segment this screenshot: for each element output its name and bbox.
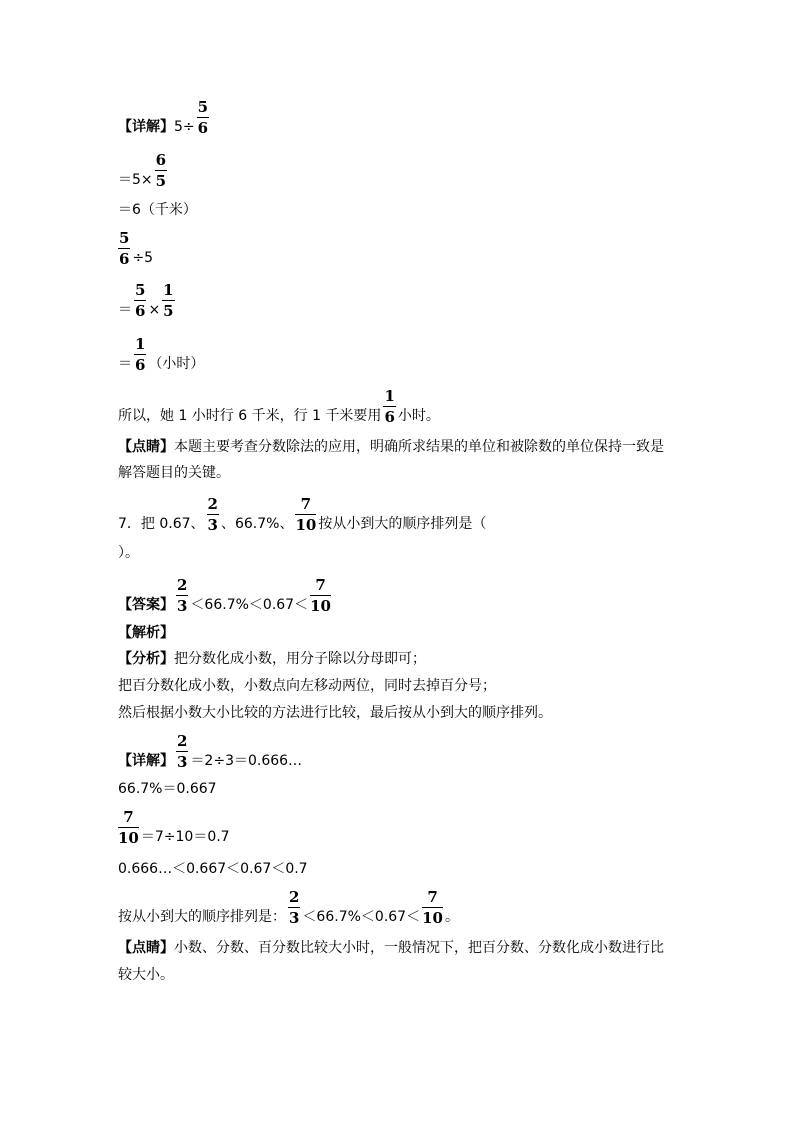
detail7-line-3	[118, 809, 230, 846]
question-7-line-2: ）。	[118, 545, 139, 561]
analyze-line-3: 然后根据小数大小比较的方法进行比较，最后按从小到大的顺序排列。	[118, 705, 552, 721]
detail-line-4	[118, 230, 153, 267]
analysis-label: 【解析】	[118, 625, 174, 641]
analyze-line-1	[118, 650, 426, 668]
fraction: $\frac{2}{3}$	[289, 888, 300, 927]
detail-label: 【详解】	[118, 119, 174, 135]
expr-text: （小时）	[148, 356, 205, 372]
expr-text: 5÷	[174, 119, 195, 135]
detail7-line-5	[118, 889, 459, 926]
analyze-label: 【分析】	[118, 651, 174, 667]
analyze-text: 把分数化成小数，用分子除以分母即可；	[174, 651, 426, 667]
fraction: $\frac{7}{10}$	[118, 808, 139, 847]
comment7-line-1	[118, 939, 664, 957]
fraction: $\frac{1}{6}$	[384, 387, 395, 426]
expr-text: 按从小到大的顺序排列是：	[118, 909, 286, 925]
analyze-line-2: 把百分数化成小数，小数点向左移动两位，同时去掉百分号；	[118, 678, 496, 694]
detail-line-1	[118, 99, 211, 136]
question-text: 按从小到大的顺序排列是（	[318, 516, 487, 532]
fraction: $\frac{1}{6}$	[135, 335, 146, 374]
detail-line-2	[118, 152, 169, 189]
comment-label: 【点睛】	[118, 439, 174, 455]
question-text: 7．把 0.67、	[118, 516, 205, 532]
detail-line-6	[118, 336, 204, 373]
comment-text: 小数、分数、百分数比较大小时，一般情况下，把百分数、分数化成小数进行比	[174, 940, 664, 956]
detail-line-5	[118, 282, 177, 319]
detail7-line-1	[118, 733, 302, 770]
fraction: $\frac{6}{5}$	[155, 151, 167, 190]
question-text: 、66.7%、	[220, 516, 294, 532]
expr-text: ＝	[118, 302, 132, 318]
comment-text: 本题主要考查分数除法的应用，明确所求结果的单位和被除数的单位保持一致是	[174, 439, 664, 455]
fraction: $\frac{7}{10}$	[295, 495, 317, 534]
fraction: $\frac{5}{6}$	[119, 229, 130, 268]
expr-text: ×	[148, 302, 161, 318]
detail-label: 【详解】	[118, 753, 174, 769]
answer-line	[118, 577, 333, 614]
fraction: $\frac{5}{6}$	[135, 281, 146, 320]
fraction: $\frac{1}{5}$	[163, 281, 174, 320]
fraction: $\frac{7}{10}$	[422, 888, 443, 927]
expr-text: ＝7÷10＝0.7	[140, 829, 230, 845]
expr-text: ＜66.7%＜0.67＜	[302, 909, 421, 925]
expr-text: ＝2÷3＝0.666…	[190, 753, 303, 769]
detail-line-3: ＝6（千米）	[118, 202, 197, 218]
expr-text: ÷5	[132, 250, 154, 266]
fraction: $\frac{2}{3}$	[177, 576, 188, 615]
detail-line-7	[118, 388, 440, 425]
expr-text: ＝	[118, 356, 132, 372]
answer-label: 【答案】	[118, 597, 174, 613]
fraction: $\frac{2}{3}$	[207, 495, 218, 534]
expr-text: 。	[444, 909, 459, 925]
comment-label: 【点睛】	[118, 940, 174, 956]
question-7-line-1	[118, 496, 486, 533]
fraction: $\frac{2}{3}$	[177, 732, 188, 771]
answer-text: ＜66.7%＜0.67＜	[190, 597, 309, 613]
expr-text: 所以，她 1 小时行 6 千米，行 1 千米要用	[118, 408, 382, 424]
fraction: $\frac{5}{6}$	[197, 98, 209, 137]
expr-text: 小时。	[397, 408, 440, 424]
comment-line-1	[118, 438, 664, 456]
detail7-line-2: 66.7%＝0.667	[118, 781, 217, 797]
expr-text: ＝5×	[118, 172, 153, 188]
detail7-line-4: 0.666…＜0.667＜0.67＜0.7	[118, 861, 308, 877]
comment7-line-2: 较大小。	[118, 967, 174, 983]
fraction: $\frac{7}{10}$	[310, 576, 331, 615]
comment-line-2: 解答题目的关键。	[118, 465, 230, 481]
